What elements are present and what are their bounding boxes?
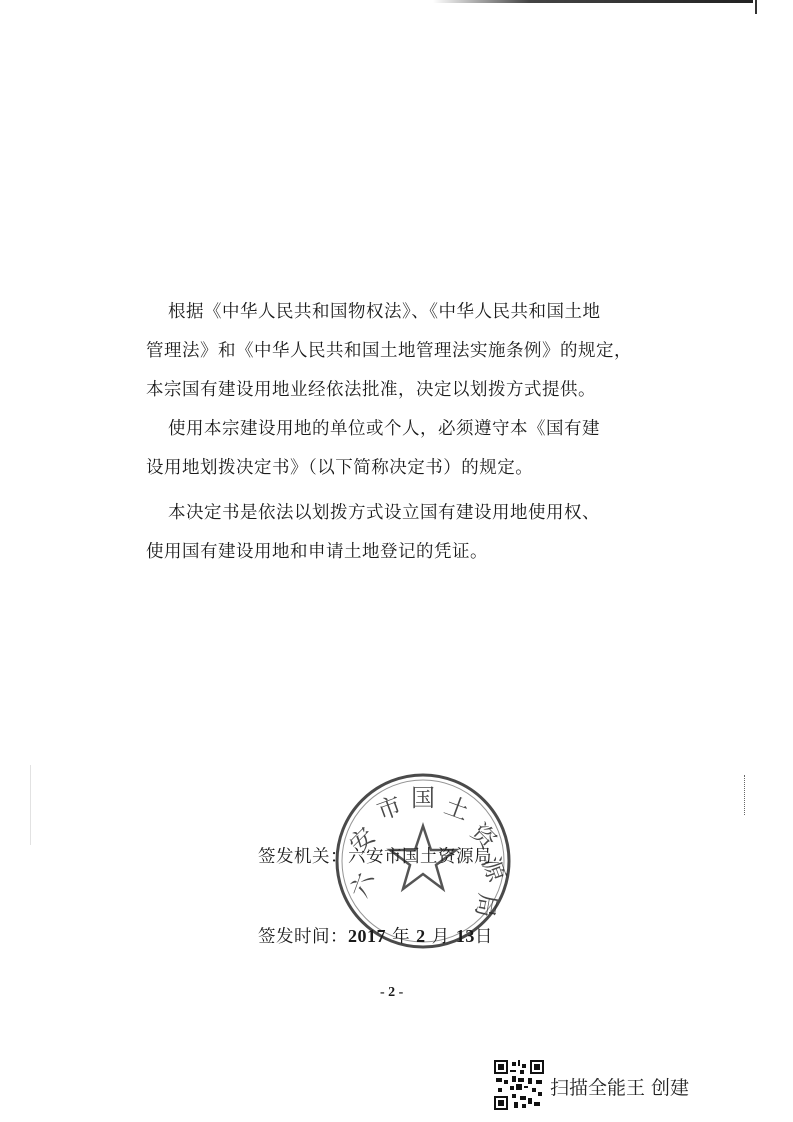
paragraph-line: 根据《中华人民共和国物权法》、《中华人民共和国土地 (168, 302, 601, 322)
date-label: 签发时间： (258, 927, 348, 947)
paragraph-line: 使用国有建设用地和申请土地登记的凭证。 (146, 542, 488, 562)
watermark-text: 扫描全能王 创建 (550, 1077, 690, 1099)
scan-edge-line (30, 765, 31, 845)
date-month: 2 (416, 926, 426, 946)
scan-edge-top (433, 0, 753, 3)
issuer-value: 六安市国土资源局 (348, 847, 492, 867)
paragraph-obligations (146, 410, 666, 488)
date-year-unit: 年 (392, 927, 411, 947)
qr-code-icon (494, 1060, 544, 1110)
issue-date (258, 923, 493, 948)
issuing-authority (258, 843, 492, 868)
svg-text:六: 六 (345, 869, 380, 902)
svg-text:局: 局 (470, 891, 502, 920)
svg-text:安: 安 (343, 821, 381, 859)
paragraph-certificate (146, 494, 666, 572)
date-day-unit: 日 (474, 927, 493, 947)
date-day: 13 (455, 926, 475, 946)
date-month-unit: 月 (431, 927, 450, 947)
scanner-watermark (494, 1060, 784, 1116)
svg-text:土: 土 (440, 791, 473, 826)
paragraph-line: 管理法》和《中华人民共和国土地管理法实施条例》的规定， (146, 341, 632, 361)
scan-edge-marks (744, 775, 751, 815)
scan-edge-mark (755, 0, 757, 14)
date-year: 2017 (348, 926, 386, 946)
paragraph-line: 本决定书是依法以划拨方式设立国有建设用地使用权、 (168, 503, 600, 523)
paragraph-legal-basis (146, 293, 666, 410)
issuer-label: 签发机关： (258, 847, 348, 867)
page-number: - 2 - (380, 985, 404, 1000)
svg-text:市: 市 (373, 791, 406, 826)
svg-text:源: 源 (476, 853, 511, 886)
paragraph-line: 使用本宗建设用地的单位或个人，必须遵守本《国有建 (168, 419, 600, 439)
svg-text:资: 资 (465, 817, 503, 855)
svg-text:国: 国 (411, 784, 435, 812)
paragraph-line: 设用地划拨决定书》（以下简称决定书）的规定。 (146, 458, 534, 478)
paragraph-line: 本宗国有建设用地业经依法批准，决定以划拨方式提供。 (146, 380, 596, 400)
